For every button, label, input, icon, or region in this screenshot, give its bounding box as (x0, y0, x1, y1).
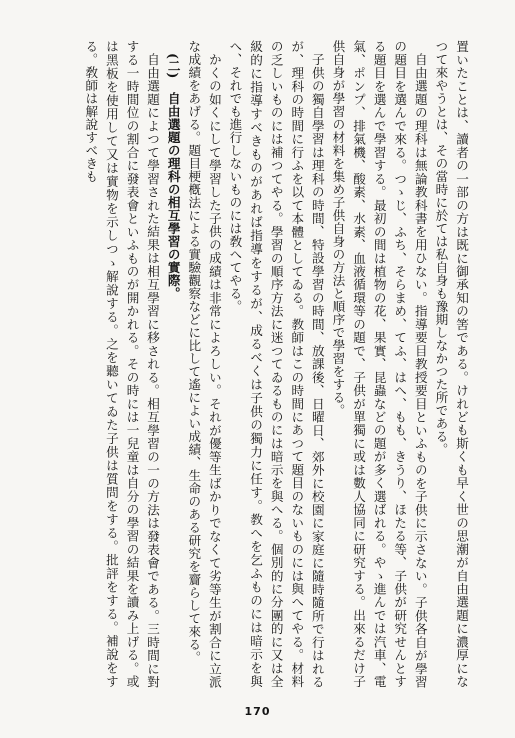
paragraph-free-topic-science: 自由選題の理科は無論教科書を用ひない。指導要目教授要目といふものを子供に示さない。子供各自が學習の題目を選んで來る。つゝじ、ふち、そらまめ、てふ、はへ、もも、きうり、ほたる等、子供が研究せんとする題目を選んで學習する。最初の間は植物の花、果實、昆蟲などの題が多く選ばれる。やゝ進んでは汽車、電氣、ポンプ、排氣機、酸素、水素、血液循環等の題で、子供が單獨に或は數人協同に研究する。出來るだけ子供自身が學習の材料を集め子供自身の方法と順序で學習をする。 (330, 40, 428, 688)
paragraph-mutual-learning: 自由選題によつて學習された結果は相互學習に移される。相互學習の一の方法は發表會である。三時間に對する一時間位の割合に發表會といふものが開かれる。その時には一兒童は自分の學習の結果を讀み上げる。或は黑板を使用して又は實物を示しつゝ解說する。之を聽いてゐた子供は質問をする。批評をする。補說をする。敎師は解說すべきも (83, 40, 161, 688)
paragraph-independent-study: 子供の獨自學習は理科の時間、特設學習の時間、放課後、日曜日、郊外に校園に家庭に隨時隨所で行はれるが、理科の時間に行ふを以て本體としてゐる。教師はこの時間にあつて題目のないものには與へてやる。材料の乏しいものには補つてやる。學習の順序方法に迷つてゐるものには暗示を與へる。個別的に分團的に又は全級的に指導すべきものがあれば指導をするが、成るべくは子供の獨力に任す。教へを乞ふものには暗示を與へ、それでも進行しないものには敎へてやる。 (227, 40, 325, 688)
paragraph-continuation: 置いたことは、讀者の一部の方は既に御承知の筈である。けれども斯くも早く世の思潮が自由選題に濃厚になつて來やうとは、その當時に於ては私自身も豫期しなかつた所である。 (433, 40, 469, 688)
section-heading: (二) 自由選題の理科の相互學習の實際。 (165, 52, 181, 300)
page-number: 170 (244, 705, 271, 718)
vertical-text-body (41, 40, 471, 688)
paragraph-results: かくの如くにして學習した子供の成績は非常によろしい。それが優等生ばかりでなくて劣等生が割合に立派な成績をあげる。題目梗槪法による實驗觀察などに比して遙によい成績、生命のある研究を齎らして來る。 (186, 40, 222, 688)
